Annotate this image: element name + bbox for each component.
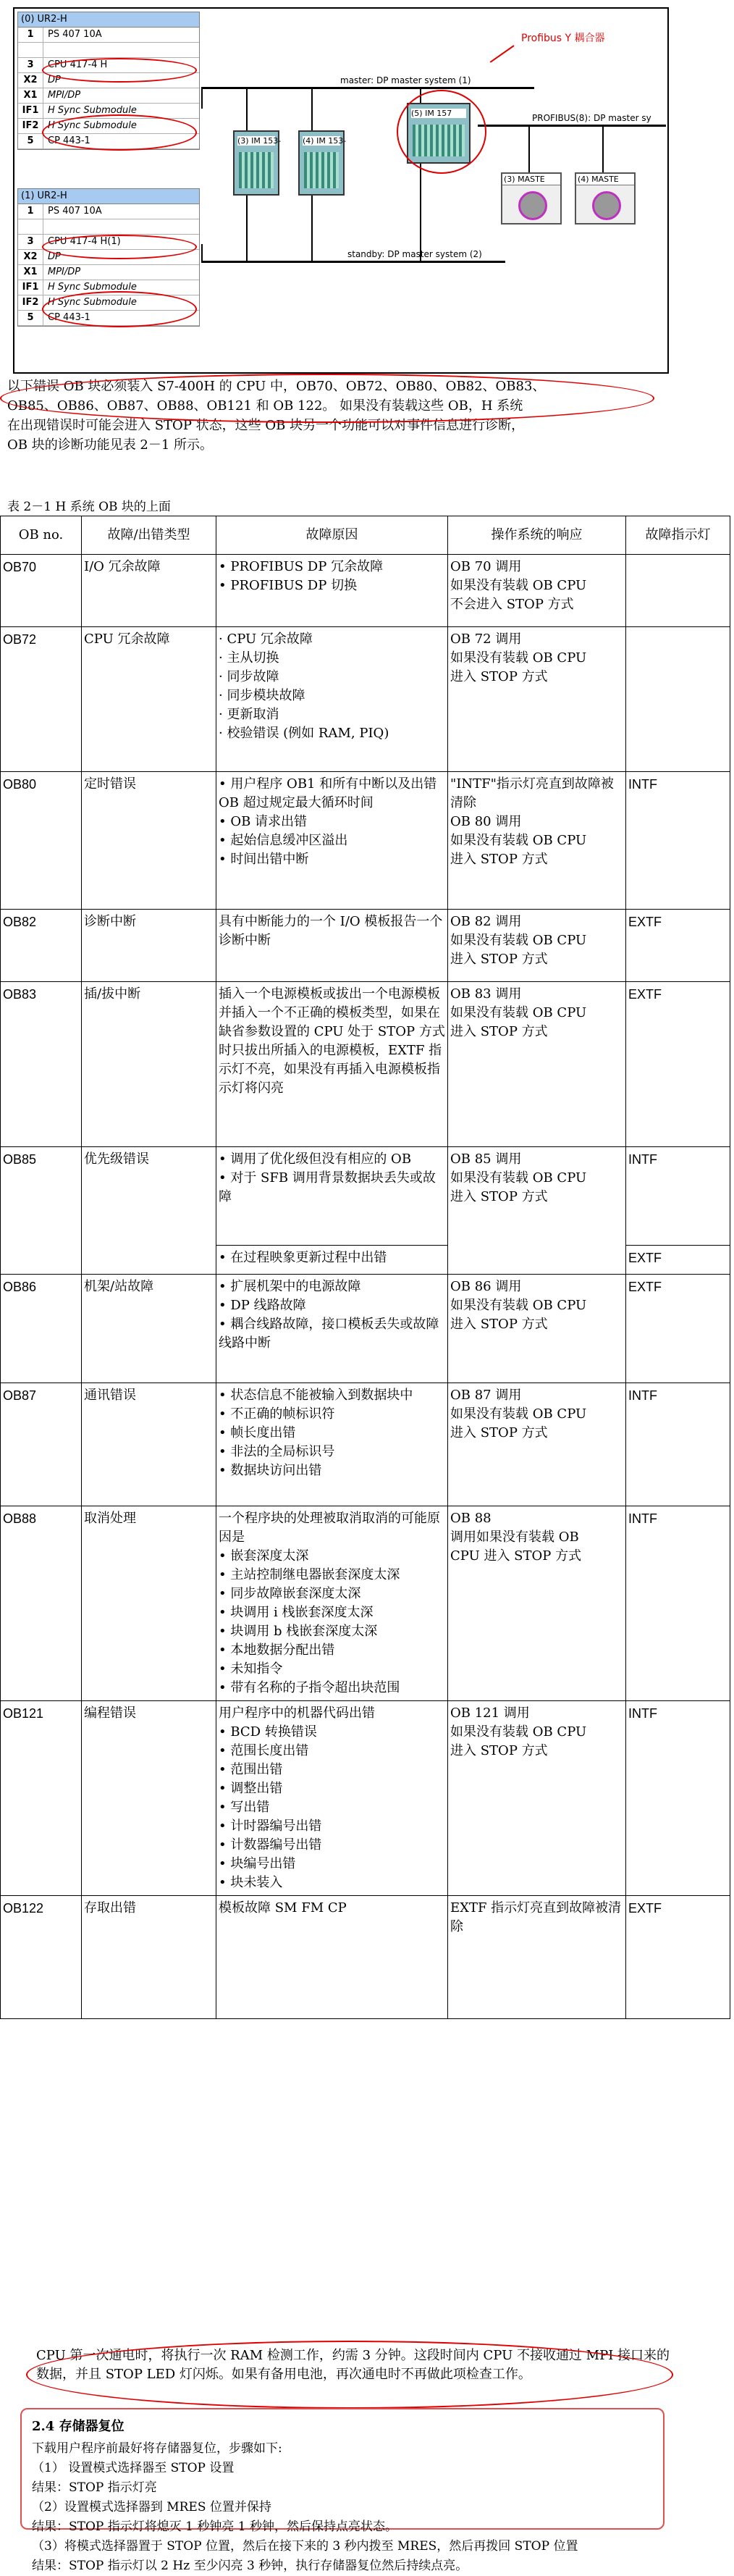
station-label: (3) IM 153-: [237, 136, 282, 146]
highlight-cpu-1: [42, 58, 197, 83]
master-bus-line: [201, 87, 534, 89]
cell-fault-type: 诊断中断: [82, 910, 216, 982]
cell-cause: [216, 1383, 448, 1506]
slot-number: 5: [18, 311, 43, 325]
cell-cause-line: · 主从切换: [219, 650, 279, 666]
cell-cause-line: • 块编号出错: [219, 1856, 296, 1871]
slot-number: 1: [18, 204, 43, 219]
section-line: 下载用户程序前最好将存储器复位，步骤如下:: [32, 2441, 282, 2456]
section-line: （3）将模式选择器置于 STOP 位置，然后在接下来的 3 秒内拨至 MRES，然后再拨回 STOP 位置: [32, 2539, 578, 2554]
cell-fault-type: 优先级错误: [82, 1147, 216, 1275]
intro-line: 以下错误 OB 块必须装入 S7-400H 的 CPU 中，OB70、OB72、OB80、OB82、OB83、: [7, 379, 546, 394]
cell-cause-line: • 计数器编号出错: [219, 1837, 322, 1853]
profibus-line: [478, 125, 666, 127]
module-name: CP 443-1: [48, 312, 90, 323]
module-name: MPI/DP: [48, 90, 81, 101]
im153-station-3: [233, 130, 282, 196]
rack-slot-row: [18, 88, 199, 104]
slave-label: (3) MASTE: [502, 174, 560, 185]
slot-number: 3: [18, 58, 43, 72]
header-cause: 故障原因: [216, 516, 448, 555]
rack-slot-row: [18, 265, 199, 280]
slave-icon: [592, 191, 621, 220]
cell-cause-line: 具有中断能力的一个 I/O 模板报告一个诊断中断: [219, 914, 443, 948]
cell-cause-line: • OB 请求出错: [219, 814, 308, 829]
cell-response-line: OB 82 调用: [450, 914, 522, 929]
module-name: [43, 219, 199, 234]
cell-cause-line: • 范围出错: [219, 1762, 283, 1777]
module-name: H Sync Submodule: [48, 120, 137, 131]
station-modules: [304, 152, 339, 188]
cell-response-line: 进入 STOP 方式: [450, 1317, 548, 1332]
highlight-sync-1: [42, 114, 197, 151]
cell-response: [448, 982, 626, 1147]
cell-fault-type: 定时错误: [82, 772, 216, 910]
dp-slave-3: [501, 172, 562, 225]
cell-response-line: OB 88: [450, 1511, 492, 1526]
cell-fault-type: I/O 冗余故障: [82, 555, 216, 627]
master-system-label: master: DP master system (1): [340, 75, 471, 85]
rack-title: (1) UR2-H: [18, 189, 199, 204]
section-line: 结果：STOP 指示灯以 2 Hz 至少闪亮 3 秒钟，执行存储器复位然后持续点亮。: [32, 2559, 468, 2573]
cell-fault-type: 插/拔中断: [82, 982, 216, 1147]
cell-response-line: 进入 STOP 方式: [450, 952, 548, 967]
intro-line: OB85、OB86、OB87、OB88、OB121 和 OB 122。 如果没有装载这些 OB，H 系统: [7, 398, 523, 414]
cell-cause-line: • 范围长度出错: [219, 1743, 309, 1758]
module-name: CPU 417-4 H: [48, 59, 108, 70]
cell-led: INTF: [626, 772, 730, 910]
cell-cause-line: · CPU 冗余故障: [219, 632, 313, 647]
cell-cause-line: • 块调用 i 栈嵌套深度太深: [219, 1605, 374, 1620]
cell-cause-line: • 对于 SFB 调用背景数据块丢失或故障: [219, 1170, 436, 1204]
module-name: CP 443-1: [48, 135, 90, 146]
cell-response-line: "INTF"指示灯亮直到故障被清除: [450, 776, 614, 810]
cell-response-line: 进入 STOP 方式: [450, 1425, 548, 1440]
slot-number: IF1: [18, 280, 43, 295]
cell-response-line: CPU 进入 STOP 方式: [450, 1548, 582, 1564]
cell-cause-line: • DP 线路故障: [219, 1298, 306, 1313]
cell-response: [448, 1896, 626, 2019]
table-header-row: [1, 516, 730, 555]
cell-cause-line: • BCD 转换错误: [219, 1724, 317, 1740]
cell-ob-no: OB80: [1, 772, 82, 910]
slot-number: IF1: [18, 104, 43, 118]
slot-number: X2: [18, 250, 43, 264]
cell-response-line: OB 121 调用: [450, 1706, 530, 1721]
cell-response: [448, 1701, 626, 1896]
cell-cause-line: • 数据块访问出错: [219, 1463, 322, 1478]
cell-response-line: OB 83 调用: [450, 986, 522, 1002]
cell-led: EXTF: [626, 982, 730, 1147]
cell-cause-line: • 调整出错: [219, 1781, 283, 1796]
section-title: 2.4 存储器复位: [32, 2419, 125, 2434]
rack-title: (0) UR2-H: [18, 12, 199, 28]
cell-cause-line: • 块调用 b 栈嵌套深度太深: [219, 1624, 378, 1639]
cell-cause-line: • 计时器编号出错: [219, 1818, 322, 1834]
station-label: (5) IM 157: [411, 109, 466, 118]
cell-cause-line: • 用户程序 OB1 和所有中断以及出错 OB 超过规定最大循环时间: [219, 776, 437, 810]
rack-slot-row: [18, 28, 199, 43]
highlight-note: [26, 2341, 673, 2409]
header-response: 操作系统的响应: [448, 516, 626, 555]
cell-response-line: 不会进入 STOP 方式: [450, 597, 574, 612]
module-name: MPI/DP: [48, 267, 81, 277]
cell-response-line: 进入 STOP 方式: [450, 669, 548, 684]
cell-cause-line: • 耦合线路故障，接口模板丢失或故障线路中断: [219, 1317, 439, 1351]
im153-station-4: [298, 130, 345, 196]
cell-cause-line: 用户程序中的机器代码出错: [219, 1706, 375, 1721]
cell-response-line: 如果没有装载 OB CPU: [450, 1724, 587, 1740]
cell-ob-no: OB72: [1, 627, 82, 772]
slot-number: 1: [18, 28, 43, 42]
cell-response-line: 如果没有装载 OB CPU: [450, 1298, 587, 1313]
section-line: 结果：STOP 指示灯将熄灭 1 秒钟亮 1 秒钟，然后保持点亮状态。: [32, 2520, 398, 2534]
cell-cause-line: · 更新取消: [219, 707, 279, 722]
cell-response-line: 如果没有装载 OB CPU: [450, 578, 587, 593]
cell-cause: [216, 627, 448, 772]
slot-number: X2: [18, 73, 43, 88]
cell-ob-no: OB83: [1, 982, 82, 1147]
highlight-cpu-2: [42, 235, 197, 259]
bus-link: [201, 87, 203, 109]
cell-cause-line: • 本地数据分配出错: [219, 1642, 335, 1658]
cell-response-line: 进入 STOP 方式: [450, 1743, 548, 1758]
cell-cause-line: • PROFIBUS DP 冗余故障: [219, 559, 384, 574]
cell-response: [448, 1506, 626, 1701]
bus-drop: [420, 161, 421, 262]
intro-line: 在出现错误时可能会进入 STOP 状态，这些 OB 块另一个功能可以对事件信息进行诊断，: [7, 418, 525, 433]
cell-response: [448, 1383, 626, 1506]
cell-cause-line: • 块未装入: [219, 1875, 283, 1890]
cell-cause: [216, 1246, 448, 1275]
ob-table: [0, 516, 730, 2019]
cell-led: EXTF: [626, 1896, 730, 2019]
slot-number: 3: [18, 235, 43, 249]
cell-cause-line: 一个程序块的处理被取消取消的可能原因是: [219, 1511, 440, 1545]
cell-cause-line: • 非法的全局标识号: [219, 1444, 335, 1459]
slot-number: IF2: [18, 119, 43, 133]
section-line: （1） 设置模式选择器至 STOP 设置: [32, 2461, 235, 2475]
cell-cause: [216, 1147, 448, 1246]
memory-reset-section: [20, 2408, 665, 2573]
cell-cause: [216, 1275, 448, 1383]
cell-cause-line: • 起始信息缓冲区溢出: [219, 833, 348, 848]
module-name: H Sync Submodule: [48, 297, 137, 308]
cell-response: [448, 1147, 626, 1275]
cell-cause-line: • 嵌套深度太深: [219, 1548, 309, 1564]
table-row: [1, 1275, 730, 1383]
cell-cause-line: • 未知指令: [219, 1661, 283, 1677]
table-caption: 表 2－1 H 系统 OB 块的上面: [7, 500, 171, 514]
cell-response-line: OB 70 调用: [450, 559, 522, 574]
cell-led: [626, 627, 730, 772]
cell-cause: [216, 1896, 448, 2019]
cell-response-line: OB 86 调用: [450, 1279, 522, 1294]
cell-response-line: 进入 STOP 方式: [450, 1024, 548, 1039]
cell-response: [448, 555, 626, 627]
cell-response: [448, 1275, 626, 1383]
slave-label: (4) MASTE: [576, 174, 634, 185]
module-name: CPU 417-4 H(1): [48, 236, 121, 247]
standby-system-label: standby: DP master system (2): [347, 249, 482, 259]
slot-number: [18, 43, 43, 57]
highlight-intro: [0, 374, 654, 423]
cell-led: EXTF: [626, 1246, 730, 1275]
highlight-sync-2: [42, 291, 197, 327]
cell-ob-no: OB87: [1, 1383, 82, 1506]
table-row: [1, 627, 730, 772]
header-fault-type: 故障/出错类型: [82, 516, 216, 555]
cell-cause: [216, 1506, 448, 1701]
cell-response-line: 如果没有装载 OB CPU: [450, 833, 587, 848]
module-name: PS 407 10A: [48, 206, 102, 217]
header-ob-no: OB no.: [1, 516, 82, 555]
table-row: [1, 1147, 730, 1246]
module-name: PS 407 10A: [48, 29, 102, 40]
cell-cause-line: • 写出错: [219, 1800, 270, 1815]
cell-response-line: 进入 STOP 方式: [450, 852, 548, 867]
cell-fault-type: 通讯错误: [82, 1383, 216, 1506]
cell-cause-line: · 同步模块故障: [219, 688, 305, 703]
cell-fault-type: CPU 冗余故障: [82, 627, 216, 772]
cell-led: INTF: [626, 1383, 730, 1506]
cell-led: EXTF: [626, 1275, 730, 1383]
intro-line: OB 块的诊断功能见表 2－1 所示。: [7, 437, 214, 453]
slot-number: X1: [18, 265, 43, 280]
slot-number: X1: [18, 88, 43, 103]
cell-cause: [216, 555, 448, 627]
cell-response: [448, 772, 626, 910]
cell-response-line: 如果没有装载 OB CPU: [450, 1406, 587, 1422]
section-body: [32, 2439, 653, 2576]
cell-cause-line: • 不正确的帧标识符: [219, 1406, 335, 1422]
cell-led: INTF: [626, 1506, 730, 1701]
cell-cause: [216, 1701, 448, 1896]
bus-drop: [602, 125, 604, 174]
section-line: 结果：STOP 指示灯亮: [32, 2480, 157, 2495]
cell-led: EXTF: [626, 910, 730, 982]
table-row: [1, 910, 730, 982]
cell-fault-type: 机架/站故障: [82, 1275, 216, 1383]
cell-fault-type: 编程错误: [82, 1701, 216, 1896]
slot-number: [18, 219, 43, 234]
dp-slave-4: [575, 172, 636, 225]
cell-led: [626, 555, 730, 627]
cell-response-line: 如果没有装载 OB CPU: [450, 1005, 587, 1020]
module-name: H Sync Submodule: [48, 282, 137, 293]
highlight-coupler: [397, 90, 486, 174]
cell-response-line: OB 80 调用: [450, 814, 522, 829]
rack-slot-row: [18, 219, 199, 235]
table-row: [1, 555, 730, 627]
header-led: 故障指示灯: [626, 516, 730, 555]
cell-response: [448, 627, 626, 772]
station-modules: [239, 152, 274, 188]
cell-ob-no: OB82: [1, 910, 82, 982]
cell-response-line: OB 87 调用: [450, 1388, 522, 1403]
cell-response-line: EXTF 指示灯亮直到故障被清除: [450, 1900, 622, 1934]
module-name: DP: [48, 75, 61, 85]
cell-response-line: 进入 STOP 方式: [450, 1189, 548, 1204]
cell-cause-line: · 校验错误 (例如 RAM, PIQ): [219, 726, 389, 741]
cell-cause-line: • 状态信息不能被输入到数据块中: [219, 1388, 413, 1403]
cell-response-line: 如果没有装载 OB CPU: [450, 933, 587, 948]
cell-cause-line: • 调用了优化级但没有相应的 OB: [219, 1151, 412, 1167]
cell-response-line: OB 72 调用: [450, 632, 522, 647]
slave-icon: [518, 191, 547, 220]
section-line: （2）设置模式选择器到 MRES 位置并保持: [32, 2500, 271, 2514]
table-row: [1, 1506, 730, 1701]
profibus-label: PROFIBUS(8): DP master sy: [532, 113, 651, 123]
cell-response-line: 如果没有装载 OB CPU: [450, 650, 587, 666]
cell-response-line: OB 85 调用: [450, 1151, 522, 1167]
cell-cause-line: • PROFIBUS DP 切换: [219, 578, 358, 593]
rack-slot-row: [18, 43, 199, 58]
note-paragraph: CPU 第一次通电时，将执行一次 RAM 检测工作，约需 3 分钟。这段时间内 CPU 不接收通过 MPI 接口来的数据，并且 STOP LED 灯闪烁。如果有备用电池，再次通电时不再做此项检查工作。: [36, 2348, 670, 2382]
slot-number: IF2: [18, 295, 43, 310]
cell-cause: [216, 772, 448, 910]
hardware-config-diagram: [13, 7, 669, 374]
cell-led: INTF: [626, 1701, 730, 1896]
cell-cause: [216, 910, 448, 982]
table-row: [1, 1383, 730, 1506]
cell-ob-no: OB122: [1, 1896, 82, 2019]
cell-cause-line: • 在过程映象更新过程中出错: [219, 1250, 387, 1265]
station-label: (4) IM 153-: [303, 136, 347, 146]
coupler-arrow: [490, 45, 515, 63]
module-name: H Sync Submodule: [48, 105, 137, 116]
cell-ob-no: OB88: [1, 1506, 82, 1701]
slot-number: 5: [18, 134, 43, 148]
cell-cause: [216, 982, 448, 1147]
cell-fault-type: 存取出错: [82, 1896, 216, 2019]
cell-fault-type: 取消处理: [82, 1506, 216, 1701]
cell-ob-no: OB70: [1, 555, 82, 627]
table-row: [1, 772, 730, 910]
cell-cause-line: • 时间出错中断: [219, 852, 309, 867]
cell-cause-line: · 同步故障: [219, 669, 279, 684]
module-name: [43, 43, 199, 57]
cell-response-line: 调用如果没有装载 OB: [450, 1530, 579, 1545]
cell-response: [448, 910, 626, 982]
table-row: [1, 1896, 730, 2019]
cell-cause-line: • 帧长度出错: [219, 1425, 296, 1440]
cell-led: INTF: [626, 1147, 730, 1246]
cell-cause-line: • 主站控制继电器嵌套深度太深: [219, 1567, 400, 1582]
module-name: DP: [48, 251, 61, 262]
cell-cause-line: • 带有名称的子指令超出块范围: [219, 1680, 400, 1695]
cell-response-line: 如果没有装载 OB CPU: [450, 1170, 587, 1186]
cell-cause-line: 模板故障 SM FM CP: [219, 1900, 347, 1916]
cell-ob-no: OB85: [1, 1147, 82, 1275]
cell-cause-line: 插入一个电源模板或拔出一个电源模板并插入一个不正确的模板类型，如果在缺省参数设置的 CPU 处于 STOP 方式时只拔出所插入的电源模板，EXTF 指示灯不亮，如果没有再插入电源模板指示灯将闪亮: [219, 986, 445, 1096]
coupler-label: Profibus Y 耦合器: [521, 33, 605, 44]
cell-ob-no: OB86: [1, 1275, 82, 1383]
cell-cause-line: • 同步故障嵌套深度太深: [219, 1586, 361, 1601]
bus-link: [201, 244, 203, 261]
cell-ob-no: OB121: [1, 1701, 82, 1896]
rack-slot-row: [18, 204, 199, 219]
table-row: [1, 982, 730, 1147]
cell-cause-line: • 扩展机架中的电源故障: [219, 1279, 361, 1294]
table-row: [1, 1701, 730, 1896]
bus-drop: [528, 125, 530, 174]
